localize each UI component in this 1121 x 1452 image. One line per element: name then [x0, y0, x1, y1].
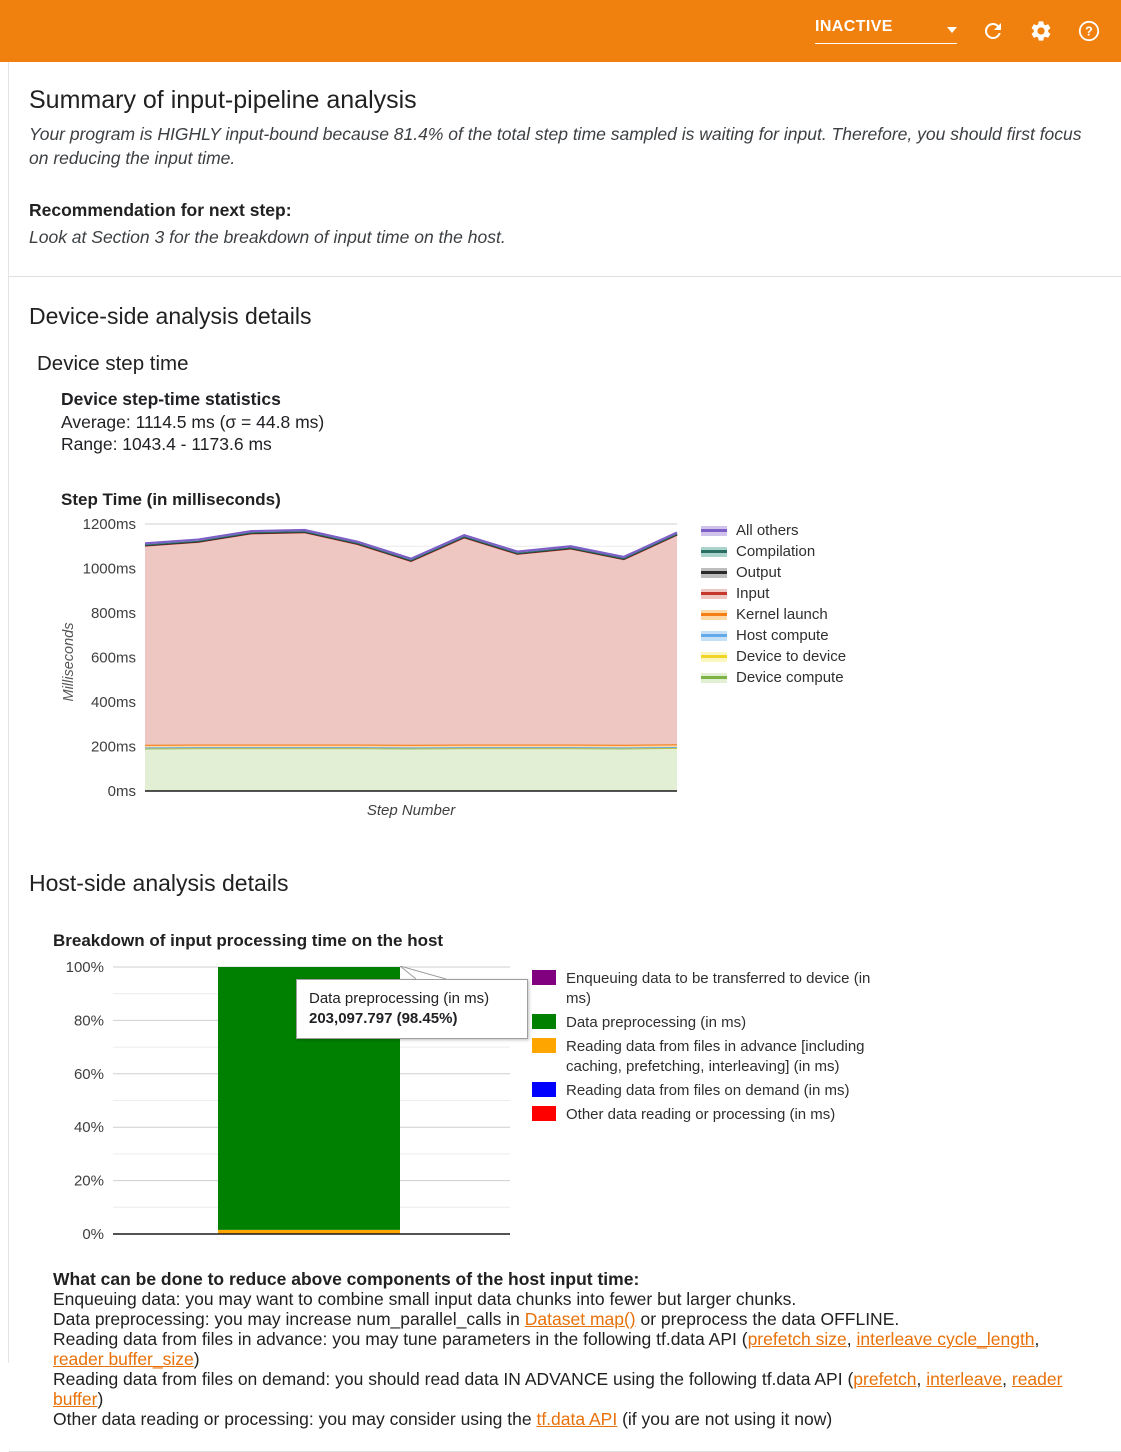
gear-icon	[1029, 19, 1053, 43]
legend-label: Enqueuing data to be transferred to device (in ms)	[566, 969, 888, 1009]
legend-item	[701, 562, 846, 583]
advice-text: ,	[847, 1329, 857, 1349]
legend-item	[701, 604, 846, 625]
device-analysis-section	[9, 277, 1121, 830]
advice-link[interactable]: reader buffer	[53, 1369, 1062, 1409]
step-time-chart-legend	[701, 520, 846, 830]
svg-text:0%: 0%	[82, 1226, 104, 1243]
advice-line	[53, 1289, 1073, 1309]
host-breakdown-chart-title: Breakdown of input processing time on the host	[53, 931, 1121, 951]
svg-text:100%: 100%	[66, 961, 104, 976]
advice-text: (if you are not using it now)	[617, 1409, 832, 1429]
summary-section	[9, 62, 1121, 276]
legend-item	[701, 541, 846, 562]
legend-item	[701, 583, 846, 604]
stats-heading: Device step-time statistics	[61, 388, 1121, 411]
legend-label: Data preprocessing (in ms)	[566, 1013, 746, 1033]
advice-link[interactable]: prefetch	[853, 1369, 916, 1389]
legend-item	[701, 667, 846, 688]
legend-label: Input	[736, 585, 769, 602]
svg-text:600ms: 600ms	[91, 650, 136, 667]
advice-text: Reading data from files in advance: you may tune parameters in the following tf.data API (	[53, 1329, 748, 1349]
svg-text:200ms: 200ms	[91, 739, 136, 756]
advice-text: Other data reading or processing: you may consider using the	[53, 1409, 536, 1429]
legend-label: Device compute	[736, 669, 844, 686]
legend-item	[701, 646, 846, 667]
svg-text:40%: 40%	[74, 1119, 104, 1136]
host-breakdown-chart-legend	[532, 969, 888, 1249]
step-time-chart[interactable]	[81, 518, 685, 830]
svg-text:1200ms: 1200ms	[83, 518, 136, 533]
legend-item	[532, 1013, 888, 1033]
content-page	[8, 62, 1121, 1363]
advice-heading: What can be done to reduce above components of the host input time:	[53, 1269, 1073, 1289]
chart-tooltip	[296, 979, 528, 1039]
recommendation-heading: Recommendation for next step:	[29, 200, 1091, 221]
svg-text:400ms: 400ms	[91, 694, 136, 711]
host-section-heading: Host-side analysis details	[29, 870, 1121, 897]
legend-item	[701, 520, 846, 541]
legend-swatch	[701, 568, 727, 578]
device-step-time-heading: Device step time	[37, 352, 1121, 376]
advice-link[interactable]: interleave cycle_length	[857, 1329, 1035, 1349]
legend-swatch	[701, 673, 727, 683]
advice-text: Reading data from files on demand: you should read data IN ADVANCE using the following tf.data API (	[53, 1369, 853, 1389]
legend-swatch	[532, 1014, 556, 1029]
tooltip-title: Data preprocessing (in ms)	[309, 990, 489, 1007]
host-analysis-section	[9, 830, 1121, 1429]
advice-block	[53, 1269, 1073, 1429]
legend-item	[701, 625, 846, 646]
legend-swatch	[701, 526, 727, 536]
legend-swatch	[532, 1038, 556, 1053]
legend-item	[532, 969, 888, 1009]
advice-text: or preprocess the data OFFLINE.	[636, 1309, 900, 1329]
advice-lines	[53, 1289, 1073, 1429]
status-label: INACTIVE	[815, 18, 893, 36]
legend-item	[532, 1081, 888, 1101]
legend-label: Reading data from files in advance [including caching, prefetching, interleaving] (in ms)	[566, 1037, 888, 1077]
help-icon	[1077, 19, 1101, 43]
legend-item	[532, 1105, 888, 1125]
legend-label: Other data reading or processing (in ms)	[566, 1105, 835, 1125]
advice-link[interactable]: tf.data API	[536, 1409, 617, 1429]
advice-line	[53, 1309, 1073, 1329]
legend-swatch	[532, 1106, 556, 1121]
legend-swatch	[701, 610, 727, 620]
svg-text:0ms: 0ms	[108, 783, 136, 800]
svg-text:?: ?	[1085, 24, 1093, 38]
legend-label: Compilation	[736, 543, 815, 560]
tooltip-value: 203,097.797 (98.45%)	[309, 1010, 515, 1027]
legend-swatch	[701, 631, 727, 641]
capture-status-dropdown[interactable]	[815, 18, 957, 44]
advice-text: )	[97, 1389, 103, 1409]
legend-item	[532, 1037, 888, 1077]
legend-label: Device to device	[736, 648, 846, 665]
refresh-button[interactable]	[981, 19, 1005, 43]
step-time-chart-block	[57, 518, 1121, 830]
legend-label: Output	[736, 564, 781, 581]
advice-text: Data preprocessing: you may increase num_parallel_calls in	[53, 1309, 525, 1329]
advice-link[interactable]: prefetch size	[748, 1329, 847, 1349]
legend-swatch	[532, 1082, 556, 1097]
svg-text:80%: 80%	[74, 1013, 104, 1030]
svg-text:1000ms: 1000ms	[83, 561, 136, 578]
legend-swatch	[701, 547, 727, 557]
legend-label: Kernel launch	[736, 606, 828, 623]
legend-label: Reading data from files on demand (in ms)	[566, 1081, 849, 1101]
legend-label: All others	[736, 522, 799, 539]
svg-text:800ms: 800ms	[91, 605, 136, 622]
legend-swatch	[701, 589, 727, 599]
summary-body: Your program is HIGHLY input-bound because 81.4% of the total step time sampled is waiting for input. Therefore, you should first focus on reducing the input time.	[29, 123, 1091, 170]
help-button[interactable]	[1077, 19, 1101, 43]
advice-line	[53, 1409, 1073, 1429]
app-header	[0, 0, 1121, 62]
advice-line	[53, 1369, 1073, 1409]
step-time-chart-title: Step Time (in milliseconds)	[61, 490, 1121, 510]
tooltip-pointer	[394, 966, 454, 980]
svg-text:20%: 20%	[74, 1173, 104, 1190]
settings-button[interactable]	[1029, 19, 1053, 43]
advice-text: ,	[1002, 1369, 1012, 1389]
stats-average: Average: 1114.5 ms (σ = 44.8 ms)	[61, 411, 1121, 434]
svg-text:60%: 60%	[74, 1066, 104, 1083]
advice-text: )	[194, 1349, 200, 1369]
stats-range: Range: 1043.4 - 1173.6 ms	[61, 433, 1121, 456]
advice-text: ,	[1035, 1329, 1040, 1349]
advice-text: Enqueuing data: you may want to combine small input data chunks into fewer but larger chunks.	[53, 1289, 796, 1309]
advice-link[interactable]: reader buffer_size	[53, 1349, 194, 1369]
device-section-heading: Device-side analysis details	[29, 303, 1121, 330]
y-axis-title: Milliseconds	[57, 518, 81, 830]
host-breakdown-chart-block	[49, 961, 1121, 1249]
svg-text:Step Number: Step Number	[367, 802, 456, 819]
advice-line	[53, 1329, 1073, 1369]
device-step-time-stats	[61, 388, 1121, 456]
advice-link[interactable]: interleave	[926, 1369, 1002, 1389]
advice-link[interactable]: Dataset map()	[525, 1309, 636, 1329]
recommendation-body: Look at Section 3 for the breakdown of input time on the host.	[29, 226, 1091, 250]
legend-swatch	[701, 652, 727, 662]
advice-text: ,	[917, 1369, 927, 1389]
chevron-down-icon	[947, 27, 957, 33]
refresh-icon	[981, 19, 1005, 43]
page-title: Summary of input-pipeline analysis	[29, 86, 1091, 115]
legend-swatch	[532, 970, 556, 985]
legend-label: Host compute	[736, 627, 829, 644]
